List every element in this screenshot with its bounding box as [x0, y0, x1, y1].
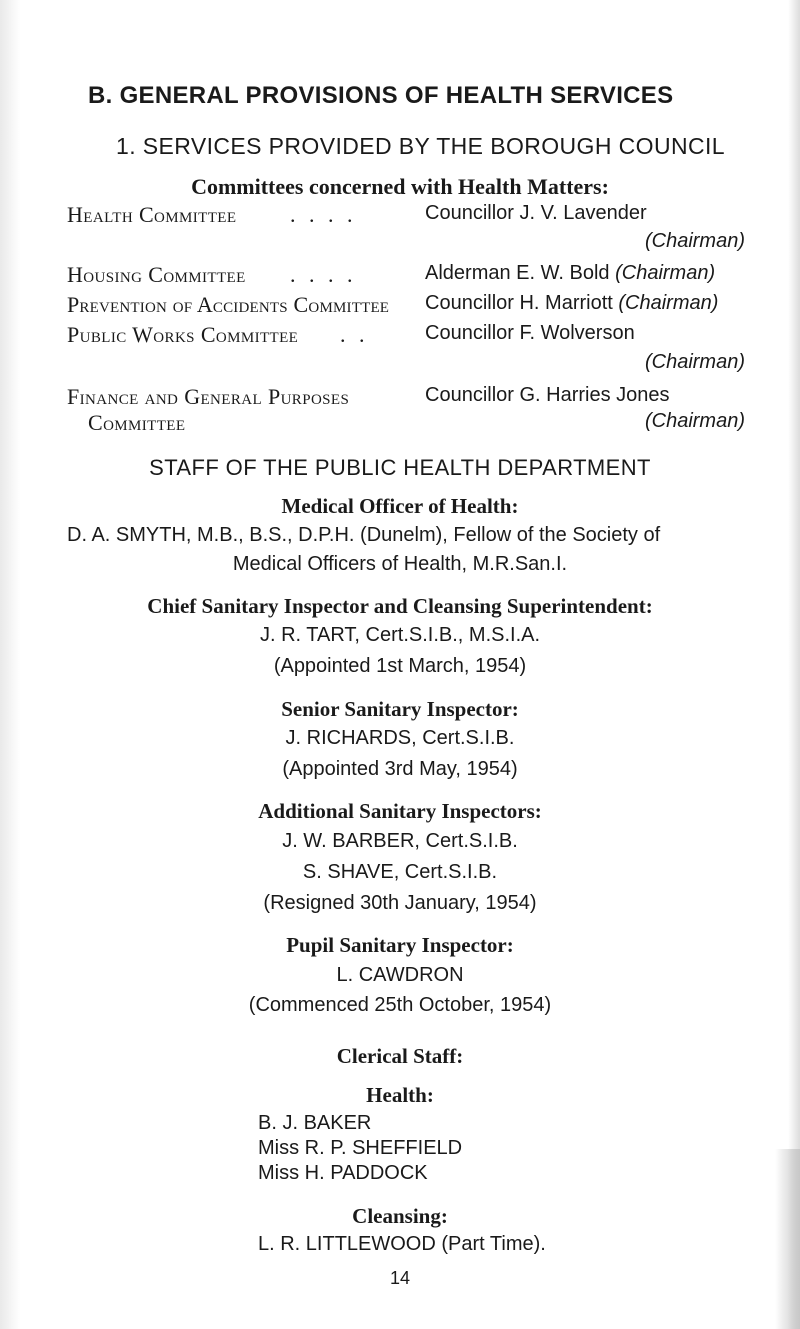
- moh-line-2: Medical Officers of Health, M.R.San.I.: [232, 553, 568, 575]
- cleansing-title: Cleansing:: [352, 1204, 448, 1228]
- ssi-name: J. RICHARDS, Cert.S.I.B.: [285, 727, 515, 749]
- health-staff-3: Miss H. PADDOCK: [258, 1162, 428, 1184]
- asi-name-2: S. SHAVE, Cert.S.I.B.: [302, 861, 498, 883]
- ssi-note: (Appointed 3rd May, 1954): [282, 758, 518, 780]
- committee-member: Councillor F. Wolverson: [425, 322, 635, 344]
- leader-dots: . . . .: [290, 202, 357, 227]
- committee-name: Housing Committee: [67, 262, 246, 287]
- psi-title: Pupil Sanitary Inspector:: [286, 933, 514, 957]
- leader-dots: . .: [340, 322, 369, 347]
- csi-title: Chief Sanitary Inspector and Cleansing Superintendent:: [147, 594, 653, 618]
- clerical-title: Clerical Staff:: [336, 1044, 464, 1068]
- cleansing-staff: L. R. LITTLEWOOD (Part Time).: [258, 1233, 546, 1255]
- committee-member: Alderman E. W. Bold (Chairman): [425, 262, 716, 284]
- page-number: 14: [389, 1268, 411, 1288]
- committee-member: Councillor G. Harries Jones: [425, 384, 670, 406]
- health-staff-1: B. J. BAKER: [258, 1112, 372, 1134]
- committee-member: Councillor J. V. Lavender: [425, 202, 647, 224]
- psi-name: L. CAWDRON: [336, 964, 464, 986]
- health-staff-2: Miss R. P. SHEFFIELD: [258, 1137, 463, 1159]
- committee-name: Public Works Committee: [67, 322, 299, 347]
- committee-role: (Chairman): [644, 230, 745, 252]
- committee-role: (Chairman): [644, 351, 745, 373]
- moh-title: Medical Officer of Health:: [281, 494, 519, 518]
- asi-title: Additional Sanitary Inspectors:: [258, 799, 542, 823]
- moh-line-1: D. A. SMYTH, M.B., B.S., D.P.H. (Dunelm), Fellow of the Society of: [67, 524, 661, 546]
- csi-note: (Appointed 1st March, 1954): [273, 655, 527, 677]
- ssi-title: Senior Sanitary Inspector:: [281, 697, 519, 721]
- committee-name: Finance and General Purposes: [67, 384, 350, 409]
- committee-name-continued: Committee: [88, 410, 186, 435]
- committee-name: Health Committee: [67, 202, 237, 227]
- asi-note: (Resigned 30th January, 1954): [263, 892, 537, 914]
- asi-name-1: J. W. BARBER, Cert.S.I.B.: [282, 830, 518, 852]
- committee-role: (Chairman): [644, 410, 745, 432]
- section-heading: B. GENERAL PROVISIONS OF HEALTH SERVICES: [88, 82, 674, 109]
- committee-member: Councillor H. Marriott (Chairman): [425, 292, 719, 314]
- committee-name: Prevention of Accidents Committee: [67, 292, 390, 317]
- health-title: Health:: [366, 1083, 434, 1107]
- psi-note: (Commenced 25th October, 1954): [248, 994, 552, 1016]
- page-shadow-corner: [775, 1149, 800, 1329]
- staff-title: STAFF OF THE PUBLIC HEALTH DEPARTMENT: [149, 455, 651, 480]
- leader-dots: . . . .: [290, 262, 357, 287]
- csi-name: J. R. TART, Cert.S.I.B., M.S.I.A.: [259, 624, 541, 646]
- subsection-heading: 1. SERVICES PROVIDED BY THE BOROUGH COUNCIL: [116, 133, 725, 159]
- committees-title: Committees concerned with Health Matters:: [191, 174, 609, 199]
